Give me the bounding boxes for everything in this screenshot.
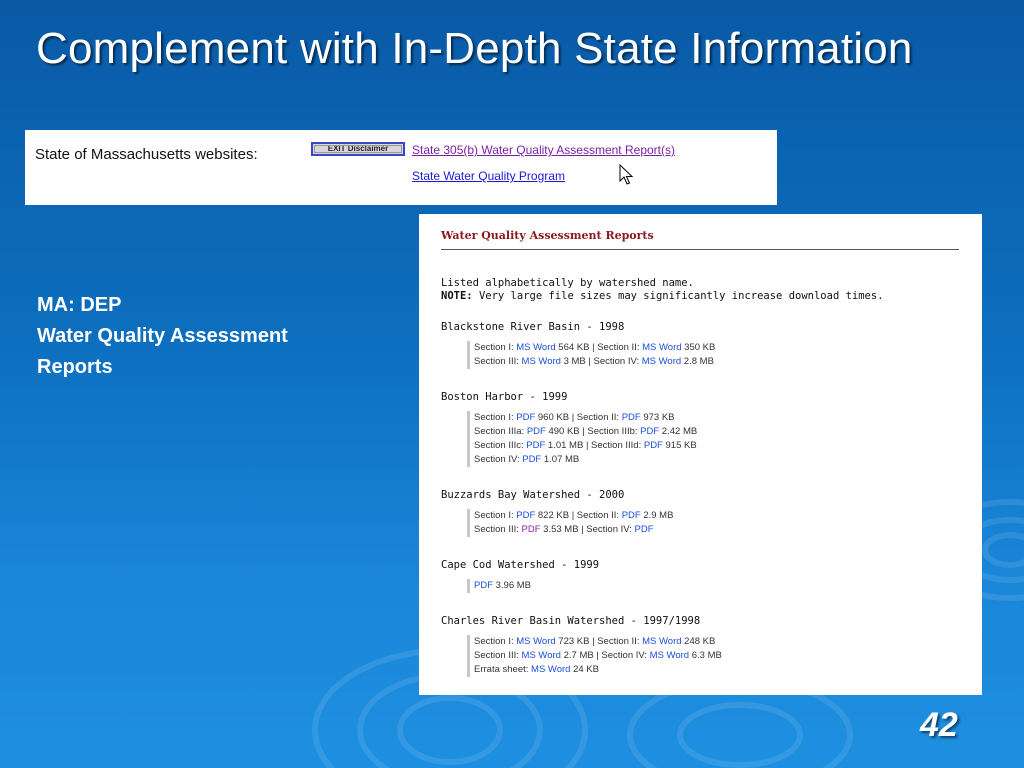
section-file-row (474, 453, 697, 467)
basin-entry (441, 559, 599, 593)
state-websites-label: State of Massachusetts websites: (35, 146, 258, 163)
pdf-download-link[interactable]: PDF (621, 412, 641, 423)
pdf-download-link[interactable]: PDF (634, 524, 654, 535)
report-screenshot-panel (419, 214, 982, 695)
note-label: NOTE: (441, 290, 473, 302)
section-file-list (467, 411, 697, 467)
section-file-row (474, 663, 722, 677)
file-info-text: 2.7 MB | Section IV: (560, 650, 650, 661)
side-caption-line3: Reports (37, 356, 113, 378)
file-info-text: Section I: (474, 636, 517, 647)
basin-name: Charles River Basin Watershed - 1997/1998 (441, 615, 701, 627)
section-file-list (467, 509, 673, 537)
section-file-list (467, 635, 722, 677)
file-info-text: Section I: (474, 510, 517, 521)
file-info-text: 960 KB | Section II: (535, 412, 622, 423)
state-websites-panel (25, 130, 777, 205)
file-info-text: 915 KB (662, 440, 697, 451)
ms-word-download-link[interactable]: MS Word (521, 356, 561, 367)
section-file-list (467, 341, 715, 369)
file-info-text: 490 KB | Section IIIb: (545, 426, 641, 437)
ms-word-download-link[interactable]: MS Word (642, 636, 682, 647)
file-info-text: Section I: (474, 342, 517, 353)
file-info-text: 2.8 MB (681, 356, 714, 367)
section-file-row (474, 579, 599, 593)
basin-entry (441, 321, 715, 369)
file-info-text: 822 KB | Section II: (535, 510, 622, 521)
file-info-text: Section I: (474, 412, 517, 423)
pdf-download-link[interactable]: PDF (522, 454, 542, 465)
pdf-download-link[interactable]: PDF (526, 426, 546, 437)
section-file-row (474, 439, 697, 453)
section-file-row (474, 649, 722, 663)
file-info-text: 2.42 MB (659, 426, 698, 437)
section-file-row (474, 411, 697, 425)
file-info-text: 3 MB | Section IV: (560, 356, 642, 367)
basin-entry (441, 391, 697, 467)
ms-word-download-link[interactable]: MS Word (516, 636, 556, 647)
basin-name: Blackstone River Basin - 1998 (441, 321, 625, 333)
file-info-text: 350 KB (681, 342, 716, 353)
state-water-quality-program-link[interactable]: State Water Quality Program (412, 169, 565, 183)
ms-word-download-link[interactable]: MS Word (641, 356, 682, 367)
basin-name: Boston Harbor - 1999 (441, 391, 568, 403)
heading-divider (441, 249, 959, 250)
report-intro (441, 277, 884, 303)
side-caption (37, 290, 288, 383)
exit-disclaimer-button[interactable]: EXIT Disclaimer (311, 142, 405, 156)
ms-word-download-link[interactable]: MS Word (649, 650, 690, 661)
pdf-download-link[interactable]: PDF (521, 524, 541, 535)
file-info-text: Section III: (474, 650, 522, 661)
mouse-pointer-icon (619, 164, 633, 186)
file-info-text: 564 KB | Section II: (555, 342, 643, 353)
section-file-row (474, 509, 673, 523)
file-info-text: 24 KB (570, 664, 599, 675)
section-file-list (467, 579, 599, 593)
pdf-download-link[interactable]: PDF (516, 510, 536, 521)
file-info-text: 723 KB | Section II: (555, 636, 643, 647)
pdf-download-link[interactable]: PDF (526, 440, 546, 451)
note-text: Very large file sizes may significantly increase download times. (478, 290, 884, 302)
file-info-text: 1.07 MB (541, 454, 580, 465)
ms-word-download-link[interactable]: MS Word (642, 342, 682, 353)
basin-name: Cape Cod Watershed - 1999 (441, 559, 600, 571)
pdf-download-link[interactable]: PDF (516, 412, 536, 423)
side-caption-agency: MA: DEP (37, 294, 122, 316)
file-info-text: Section IIIc: (474, 440, 527, 451)
section-file-row (474, 523, 673, 537)
file-info-text: 248 KB (681, 636, 716, 647)
report-heading: Water Quality Assessment Reports (441, 229, 654, 242)
section-file-row (474, 355, 715, 369)
file-info-text: 3.53 MB | Section IV: (540, 524, 635, 535)
file-info-text: 3.96 MB (493, 580, 532, 591)
file-info-text: 973 KB (640, 412, 675, 423)
section-file-row (474, 635, 722, 649)
basin-entry (441, 489, 673, 537)
ms-word-download-link[interactable]: MS Word (531, 664, 571, 675)
basin-name: Buzzards Bay Watershed - 2000 (441, 489, 625, 501)
note-line (441, 290, 884, 303)
page-number: 42 (920, 706, 958, 744)
pdf-download-link[interactable]: PDF (474, 580, 493, 591)
pdf-download-link[interactable]: PDF (640, 426, 660, 437)
ms-word-download-link[interactable]: MS Word (521, 650, 561, 661)
ms-word-download-link[interactable]: MS Word (516, 342, 556, 353)
file-info-text: Section III: (474, 356, 522, 367)
slide-title: Complement with In-Depth State Information (36, 24, 913, 73)
file-info-text: 1.01 MB | Section IIId: (545, 440, 644, 451)
section-file-row (474, 341, 715, 355)
file-info-text: 2.9 MB (640, 510, 674, 521)
file-info-text: Section III: (474, 524, 522, 535)
side-caption-line2: Water Quality Assessment (37, 325, 288, 347)
section-file-row (474, 425, 697, 439)
pdf-download-link[interactable]: PDF (621, 510, 641, 521)
file-info-text: 6.3 MB (689, 650, 722, 661)
intro-line: Listed alphabetically by watershed name. (441, 277, 694, 289)
file-info-text: Section IIIa: (474, 426, 527, 437)
state-305b-report-link[interactable]: State 305(b) Water Quality Assessment Report(s) (412, 143, 675, 157)
basin-entry (441, 615, 722, 677)
file-info-text: Section IV: (474, 454, 523, 465)
file-info-text: Errata sheet: (474, 664, 532, 675)
pdf-download-link[interactable]: PDF (643, 440, 663, 451)
